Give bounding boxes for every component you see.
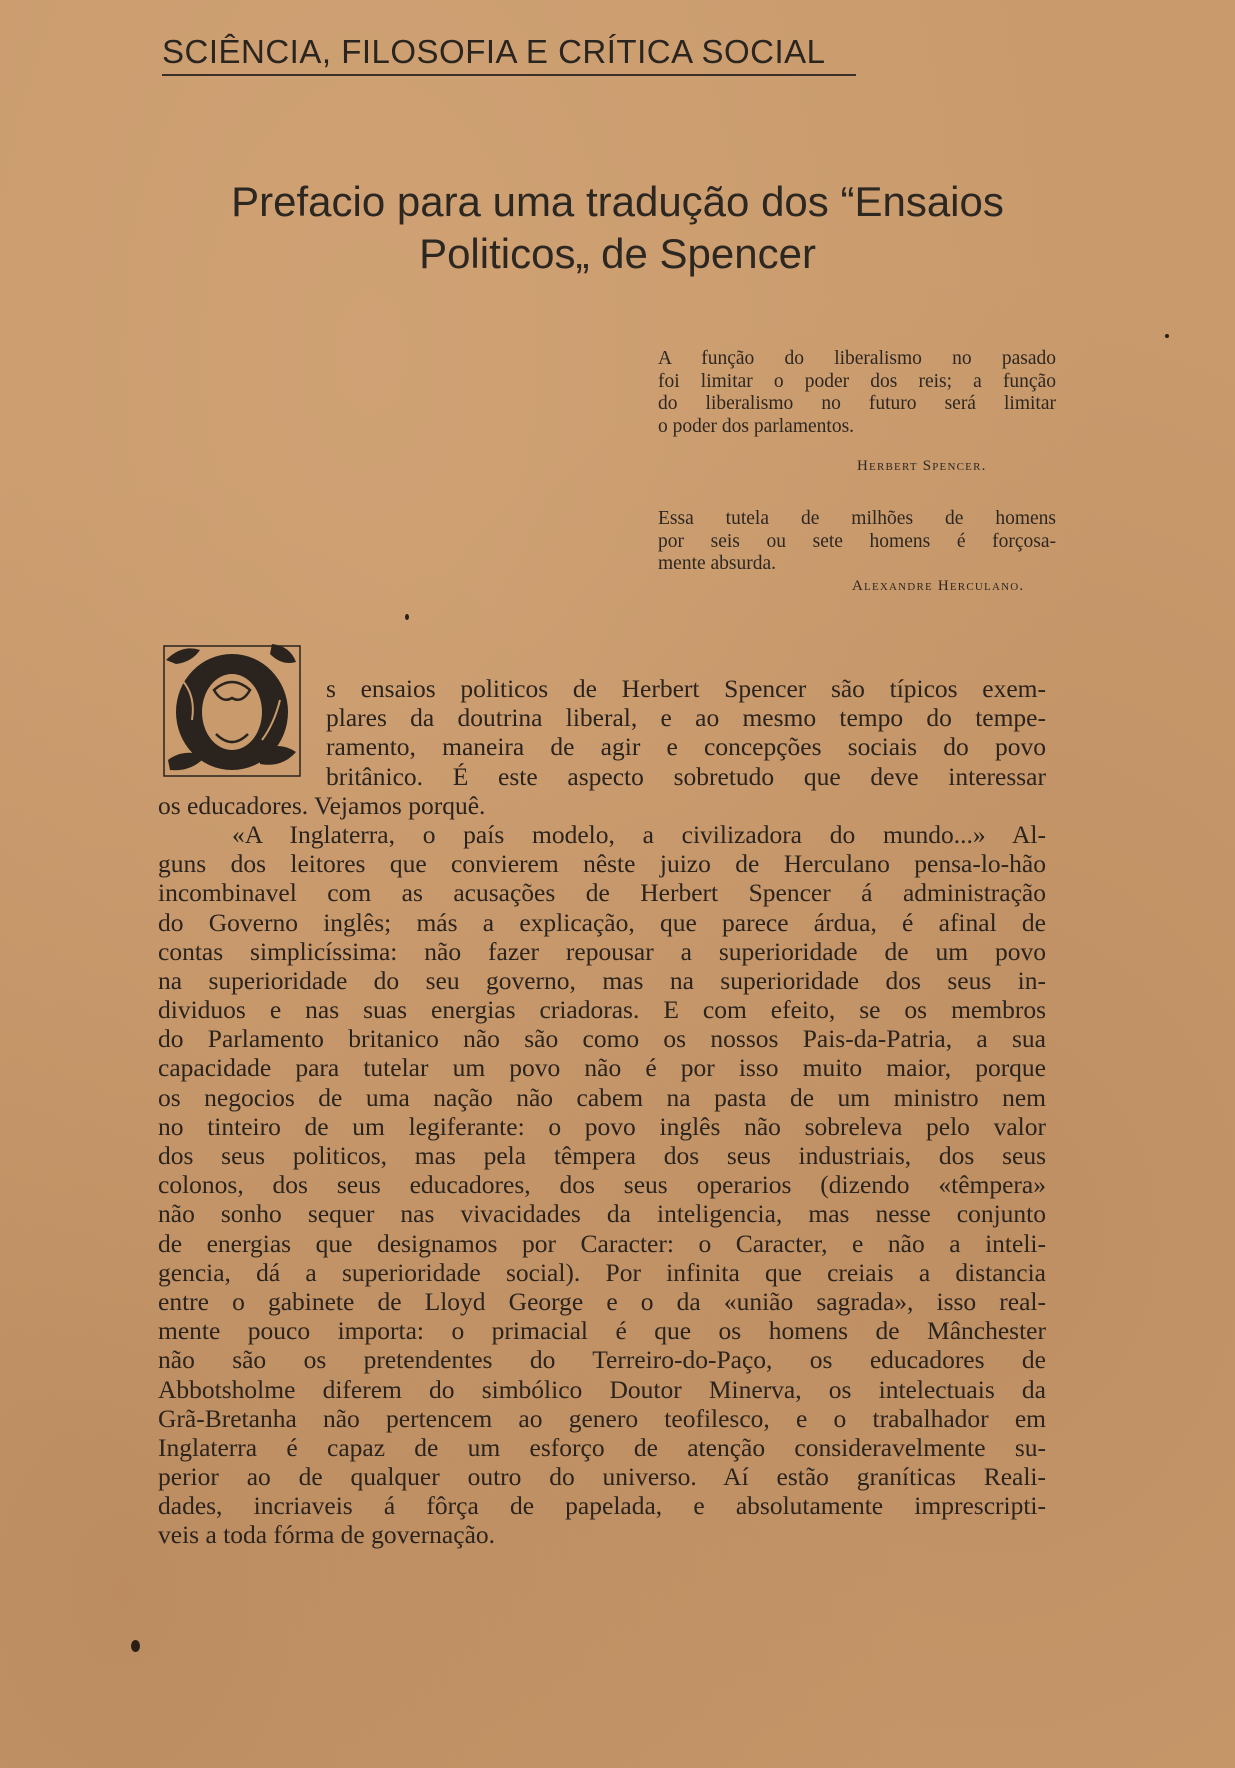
body-line: britânico. É este aspecto sobretudo que deve interessar — [326, 761, 1046, 791]
epigraph-line: por seis ou sete homens é forçosa- — [658, 530, 1056, 552]
body-line: plares da doutrina liberal, e ao mesmo tempo do tempe- — [326, 703, 1046, 733]
body-line: do Governo inglês; más a explicação, que parece árdua, é afinal de — [158, 907, 1046, 937]
body-line: incombinavel com as acusações de Herbert Spencer á administração — [158, 878, 1046, 908]
body-line: mente pouco importa: o primacial é que os homens de Mânchester — [158, 1316, 1046, 1346]
body-line: capacidade para tutelar um povo não é por isso muito maior, porque — [158, 1053, 1046, 1083]
epigraph-line: do liberalismo no futuro será limitar — [658, 393, 1056, 414]
epigraph-line: mente absurda. — [658, 553, 777, 574]
body-line: colonos, dos seus educadores, dos seus operarios (dizendo «têmpera» — [158, 1170, 1046, 1200]
body-line: ramento, maneira de agir e concepções sociais do povo — [326, 732, 1046, 762]
body-line: dividuos e nas suas energias criadoras. E com efeito, se os membros — [158, 995, 1046, 1025]
body-line: não são os pretendentes do Terreiro-do-Paço, os educadores de — [158, 1345, 1046, 1375]
epigraph-line: A função do liberalismo no pasado — [658, 348, 1056, 369]
body-line: na superioridade do seu governo, mas na superioridade dos seus in- — [158, 965, 1046, 995]
body-line: dos seus politicos, mas pela têmpera dos seus industriais, dos seus — [158, 1141, 1046, 1170]
leaf-ornament-icon — [270, 644, 296, 663]
body-line: Abbotsholme diferem do simbólico Doutor Minerva, os intelectuais da — [158, 1374, 1046, 1404]
body-line: os negocios de uma nação não cabem na pasta de um ministro nem — [158, 1082, 1046, 1112]
article-title — [140, 176, 1095, 280]
epigraph-spencer — [658, 348, 1056, 438]
article-body — [158, 674, 1046, 1550]
ink-speck — [131, 1640, 140, 1652]
body-line: Grã-Bretanha não pertencem ao genero teofilesco, e o trabalhador em — [158, 1403, 1046, 1433]
epigraph-author-herculano: Alexandre Herculano. — [852, 578, 1025, 594]
body-line: do Parlamento britanico não são como os nossos Pais-da-Patria, a sua — [158, 1024, 1046, 1054]
body-line: veis a toda fórma de governação. — [158, 1520, 496, 1550]
ink-speck — [1165, 334, 1169, 338]
title-line-1: Prefacio para uma tradução dos “Ensaios — [231, 178, 1004, 225]
body-line: perior ao de qualquer outro do universo. Aí estão graníticas Reali- — [158, 1462, 1046, 1492]
header-rule — [162, 74, 856, 76]
leaf-ornament-icon — [166, 648, 200, 664]
body-line: gencia, dá a superioridade social). Por infinita que creiais a distancia — [158, 1257, 1046, 1287]
body-line: Inglaterra é capaz de um esforço de atenção consideravelmente su- — [158, 1432, 1046, 1462]
title-line-2: Politicos„ de Spencer — [419, 230, 816, 277]
body-line: os educadores. Vejamos porquê. — [158, 790, 486, 820]
epigraph-author-spencer: Herbert Spencer. — [857, 458, 987, 474]
body-line: entre o gabinete de Lloyd George e o da «união sagrada», isso real- — [158, 1286, 1046, 1316]
epigraph-herculano — [658, 508, 1056, 576]
section-header: SCIÊNCIA, FILOSOFIA E CRÍTICA SOCIAL — [162, 33, 826, 70]
body-line: «A Inglaterra, o país modelo, a civilizadora do mundo...» Al- — [232, 819, 1046, 849]
epigraph-line: Essa tutela de milhões de homens — [658, 508, 1056, 529]
epigraph-line: o poder dos parlamentos. — [658, 415, 855, 437]
epigraph-line: foi limitar o poder dos reis; a função — [658, 370, 1056, 392]
body-line: não sonho sequer nas vivacidades da inteligencia, mas nesse conjunto — [158, 1199, 1046, 1229]
body-line: dades, incriaveis á fôrça de papelada, e absolutamente imprescripti- — [158, 1491, 1046, 1521]
body-line: guns dos leitores que convierem nêste juizo de Herculano pensa-lo-hão — [158, 849, 1046, 879]
body-line: no tinteiro de um legiferante: o povo inglês não sobreleva pelo valor — [158, 1111, 1046, 1141]
ink-speck — [405, 614, 409, 620]
body-line: contas simplicíssima: não fazer repousar a superioridade de um povo — [158, 936, 1046, 966]
body-line: de energias que designamos por Caracter: o Caracter, e não a inteli- — [158, 1228, 1046, 1258]
body-line: s ensaios politicos de Herbert Spencer são típicos exem- — [326, 674, 1046, 703]
